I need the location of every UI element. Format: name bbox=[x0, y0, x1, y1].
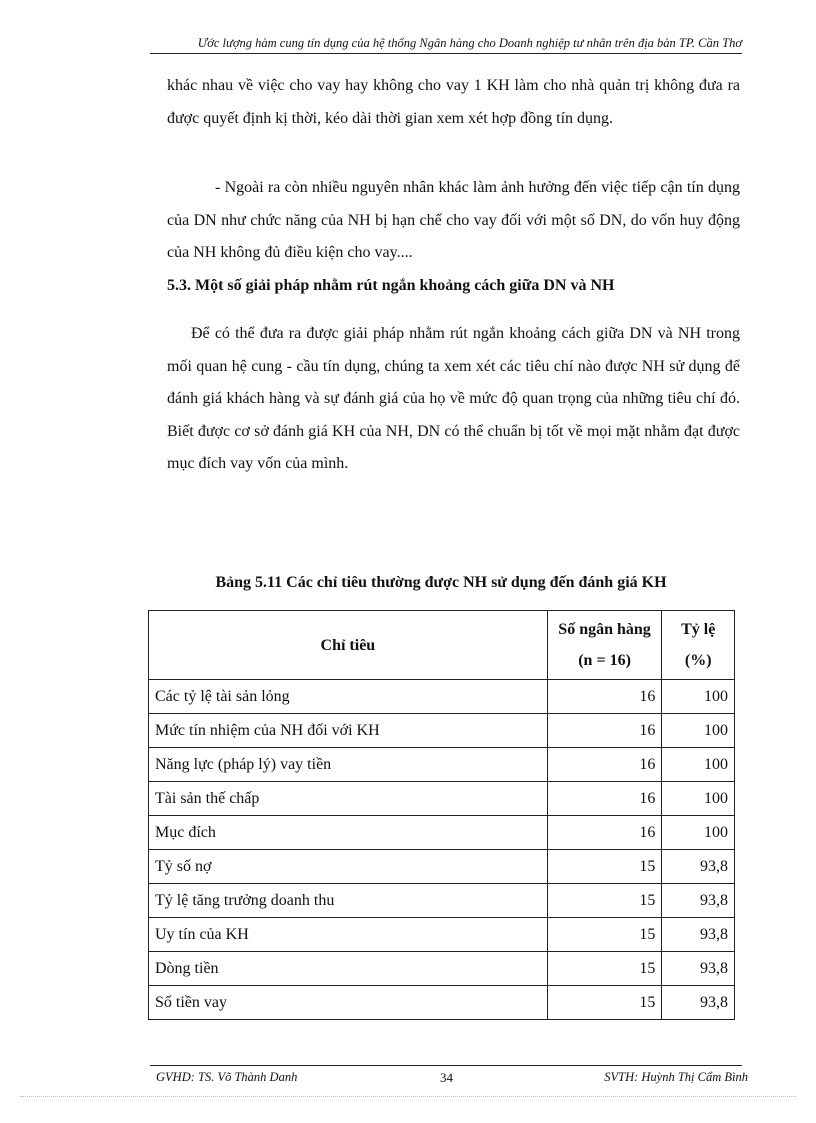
table-row bbox=[149, 850, 735, 884]
percentage-cell: 100 bbox=[662, 680, 735, 714]
page-bottom-dotted-border bbox=[20, 1096, 796, 1097]
table-row bbox=[149, 680, 735, 714]
criteria-cell: Dòng tiền bbox=[149, 952, 548, 986]
table-row bbox=[149, 714, 735, 748]
bank-count-cell: 15 bbox=[547, 884, 662, 918]
criteria-cell: Các tỷ lệ tài sản lỏng bbox=[149, 680, 548, 714]
criteria-table bbox=[148, 610, 735, 1020]
header-percentage bbox=[662, 611, 735, 680]
running-header: Ước lượng hàm cung tín dụng của hệ thống Ngân hàng cho Doanh nghiệp tư nhân trên địa bàn TP. Cần Thơ bbox=[150, 36, 742, 54]
table-row bbox=[149, 952, 735, 986]
percentage-cell: 100 bbox=[662, 782, 735, 816]
bank-count-cell: 15 bbox=[547, 850, 662, 884]
bank-count-cell: 15 bbox=[547, 986, 662, 1020]
table-row bbox=[149, 918, 735, 952]
table-body bbox=[149, 680, 735, 1020]
paragraph-1: khác nhau về việc cho vay hay không cho vay 1 KH làm cho nhà quản trị không đưa ra được quyết định kị thời, kéo dài thời gian xem xét hợp đồng tín dụng. bbox=[167, 77, 740, 127]
table-caption: Bảng 5.11 Các chỉ tiêu thường được NH sử dụng đến đánh giá KH bbox=[215, 574, 667, 591]
bank-count-cell: 16 bbox=[547, 816, 662, 850]
criteria-cell: Tỷ số nợ bbox=[149, 850, 548, 884]
criteria-cell: Mức tín nhiệm của NH đối với KH bbox=[149, 714, 548, 748]
header-bank-count-line2: (n = 16) bbox=[578, 652, 631, 669]
percentage-cell: 93,8 bbox=[662, 884, 735, 918]
percentage-cell: 100 bbox=[662, 748, 735, 782]
paragraph-3: Để có thể đưa ra được giải pháp nhằm rút ngắn khoảng cách giữa DN và NH trong mối quan hệ cung - cầu tín dụng, chúng ta xem xét các tiêu chí nào được NH sử dụng để đánh giá khách hàng và sự đánh giá của họ về mức độ quan trọng của những tiêu chí đó. Biết được cơ sở đánh giá KH của NH, DN có thể chuẩn bị tốt về mọi mặt nhằm đạt được mục đích vay vốn của mình. bbox=[167, 325, 740, 472]
table-row bbox=[149, 816, 735, 850]
percentage-cell: 93,8 bbox=[662, 850, 735, 884]
criteria-cell: Tài sản thế chấp bbox=[149, 782, 548, 816]
table-row bbox=[149, 748, 735, 782]
table-row bbox=[149, 782, 735, 816]
criteria-cell: Uy tín của KH bbox=[149, 918, 548, 952]
header-bank-count bbox=[547, 611, 662, 680]
bank-count-cell: 16 bbox=[547, 782, 662, 816]
footer-student: SVTH: Huỳnh Thị Cẩm Bình bbox=[604, 1070, 748, 1084]
table-row bbox=[149, 986, 735, 1020]
table-row bbox=[149, 884, 735, 918]
header-percentage-line1: Tỷ lệ bbox=[681, 621, 716, 638]
criteria-cell: Mục đích bbox=[149, 816, 548, 850]
bank-count-cell: 15 bbox=[547, 918, 662, 952]
header-criteria: Chỉ tiêu bbox=[149, 611, 548, 680]
table-header-row bbox=[149, 611, 735, 680]
percentage-cell: 93,8 bbox=[662, 918, 735, 952]
criteria-cell: Tỷ lệ tăng trưởng doanh thu bbox=[149, 884, 548, 918]
footer-supervisor: GVHD: TS. Võ Thành Danh bbox=[156, 1070, 298, 1084]
criteria-cell: Năng lực (pháp lý) vay tiền bbox=[149, 748, 548, 782]
bank-count-cell: 15 bbox=[547, 952, 662, 986]
paragraph-2: - Ngoài ra còn nhiều nguyên nhân khác làm ảnh hưởng đến việc tiếp cận tín dụng của DN như chức năng của NH bị hạn chế cho vay đối với một số DN, do vốn huy động của NH không đủ điều kiện cho vay.... bbox=[167, 179, 740, 261]
bank-count-cell: 16 bbox=[547, 680, 662, 714]
criteria-cell: Số tiền vay bbox=[149, 986, 548, 1020]
percentage-cell: 93,8 bbox=[662, 986, 735, 1020]
header-percentage-line2: (%) bbox=[684, 652, 712, 669]
header-bank-count-line1: Số ngân hàng bbox=[558, 621, 651, 638]
bank-count-cell: 16 bbox=[547, 748, 662, 782]
percentage-cell: 100 bbox=[662, 714, 735, 748]
page-number: 34 bbox=[440, 1070, 453, 1085]
section-heading: 5.3. Một số giải pháp nhằm rút ngắn khoảng cách giữa DN và NH bbox=[167, 277, 615, 294]
bank-count-cell: 16 bbox=[547, 714, 662, 748]
percentage-cell: 93,8 bbox=[662, 952, 735, 986]
percentage-cell: 100 bbox=[662, 816, 735, 850]
footer-divider bbox=[150, 1065, 742, 1066]
